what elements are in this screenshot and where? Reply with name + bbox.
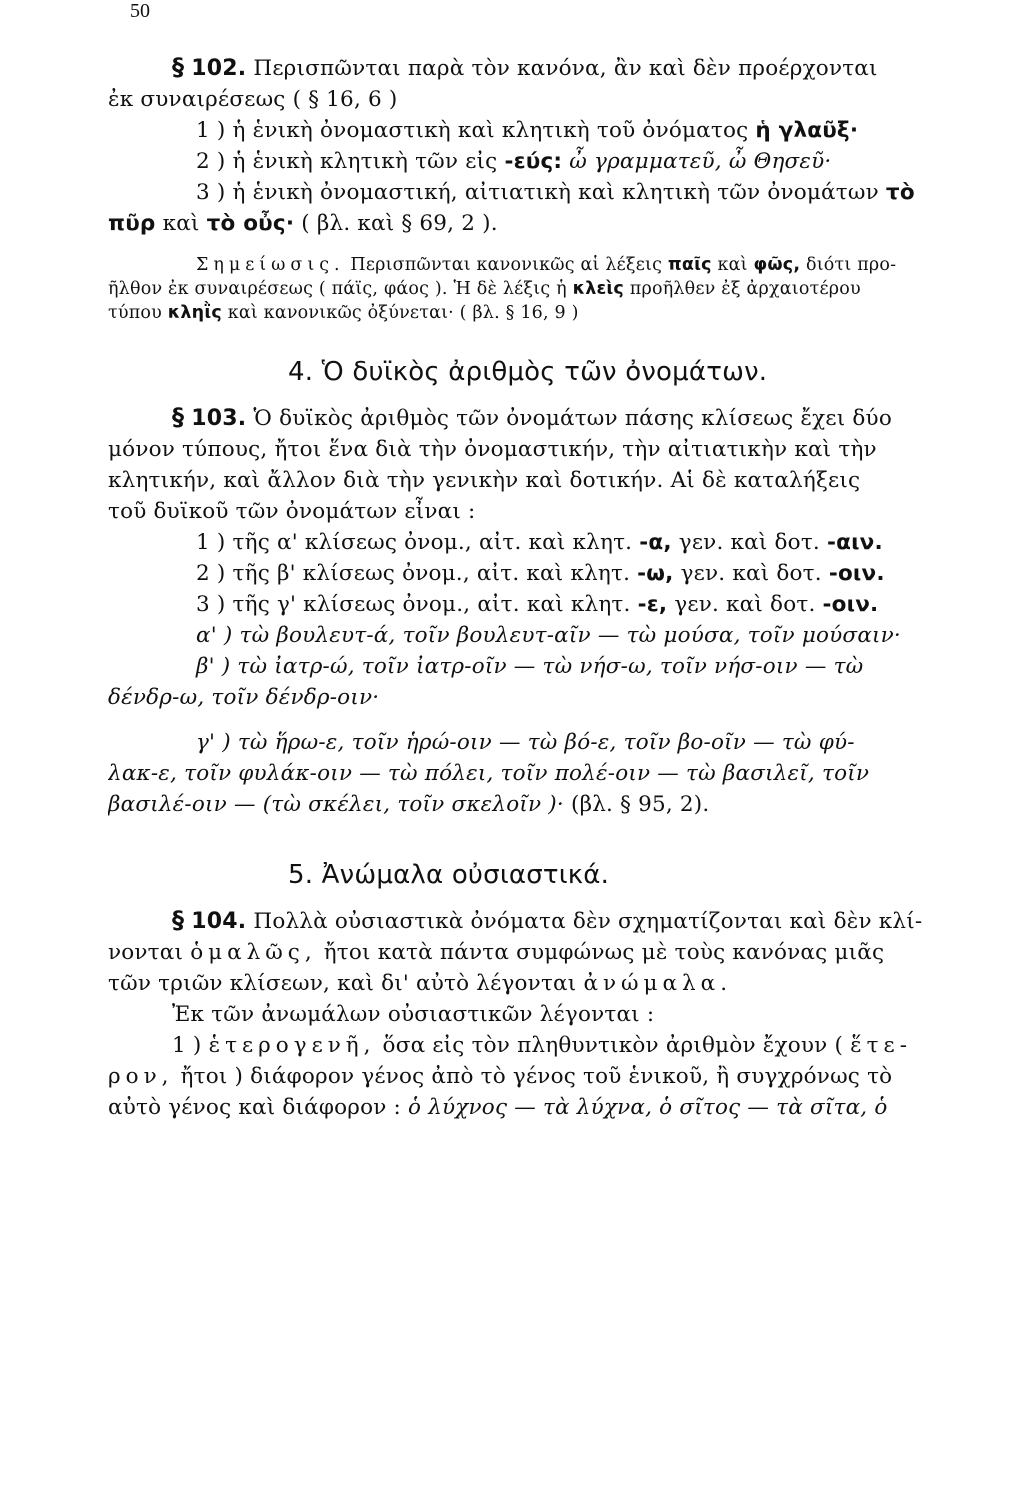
text: ἤτοι κατὰ πάντα συμφώνως μὲ τοὺς κανόνας μιᾶς xyxy=(323,940,885,965)
text: Ὁ δυϊκὸς ἀριθμὸς τῶν ὀνομάτων πάσης κλίσεως ἔχει δύο xyxy=(253,406,892,431)
bold-word: ἡ γλαῦξ· xyxy=(755,118,859,143)
section-103-line-3: κλητικήν, καὶ ἄλλον διὰ τὴν γενικὴν καὶ δοτικήν. Αἱ δὲ καταλήξεις xyxy=(108,468,861,493)
heading-section-4: 4. Ὁ δυϊκὸς ἀριθμὸς τῶν ὀνομάτων. xyxy=(288,357,768,387)
section-sign: § xyxy=(172,403,185,431)
example-beta-1: β' ) τὼ ἰατρ-ώ, τοῖν ἰατρ-οῖν — τὼ νήσ-ω, τοῖν νήσ-οιν — τὼ xyxy=(196,654,864,679)
section-104-line-4: Ἐκ τῶν ἀνωμάλων οὐσιαστικῶν λέγονται : xyxy=(172,1002,655,1027)
note-block xyxy=(108,253,968,325)
text: ἤτοι ) διάφορον γένος ἀπὸ τὸ γένος τοῦ ἑνικοῦ, ἢ συγχρόνως τὸ xyxy=(180,1064,893,1089)
text: γεν. καὶ δοτ. xyxy=(680,561,822,586)
text: ( βλ. καὶ § 69, 2 ). xyxy=(301,211,498,236)
text: καὶ κανονικῶς ὀξύνεται· ( βλ. § 16, 9 ) xyxy=(227,303,579,323)
spacer xyxy=(108,713,968,727)
page-number: 50 xyxy=(130,0,150,22)
text: Περισπῶνται κανονικῶς αἱ λέξεις xyxy=(350,255,663,275)
example-gamma-1: γ' ) τὼ ἥρω-ε, τοῖν ἡρώ-οιν — τὼ βό-ε, τοῖν βο-οῖν — τὼ φύ- xyxy=(196,730,855,755)
bold-word: πῦρ xyxy=(108,211,156,236)
text: 2 ) τῆς β' κλίσεως ὀνομ., αἰτ. καὶ κλητ. xyxy=(196,561,631,586)
section-number-102: 102. xyxy=(191,56,247,81)
text: 2 ) ἡ ἑνικὴ κλητικὴ τῶν εἰς xyxy=(196,149,498,174)
italic-example: ὁ λύχνος — τὰ λύχνα, ὁ σῖτος — τὰ σῖτα, ὁ xyxy=(408,1095,888,1120)
section-104-line-1 xyxy=(108,905,968,937)
text: 1 ) xyxy=(172,1033,202,1058)
ending-row-3 xyxy=(108,589,968,620)
text: ὅσα εἰς τὸν πληθυντικὸν ἀριθμὸν ἔχουν ( xyxy=(382,1033,844,1058)
section-104-line-2 xyxy=(108,937,968,968)
example-gamma-3 xyxy=(108,789,968,820)
text: καὶ xyxy=(162,211,200,236)
spacer xyxy=(108,325,968,357)
heading-section-5: 5. Ἀνώμαλα οὐσιαστικά. xyxy=(288,860,610,890)
example-gamma-2: λακ-ε, τοῖν φυλάκ-οιν — τὼ πόλει, τοῖν πολέ-οιν — τὼ βασιλεῖ, τοῖν xyxy=(108,761,870,786)
section-104-line-5 xyxy=(108,1030,968,1061)
text: 1 ) τῆς α' κλίσεως ὀνομ., αἰτ. καὶ κλητ. xyxy=(196,530,633,555)
note-line-1 xyxy=(108,253,968,277)
spaced-word: ἀνώμαλα. xyxy=(583,971,733,996)
section-104-line-7 xyxy=(108,1092,968,1123)
section-102-item-3-cont xyxy=(108,208,968,239)
bold-ending: -εύς: xyxy=(504,149,563,174)
example-alpha: α' ) τὼ βουλευτ-ά, τοῖν βουλευτ-αῖν — τὼ μούσα, τοῖν μούσαιν· xyxy=(196,623,901,648)
section-102-item-2 xyxy=(108,146,968,177)
note-label: Σημείωσις. xyxy=(196,255,345,275)
section-102-line-1 xyxy=(108,52,968,84)
text: ῆλθον ἐκ συναιρέσεως ( πάϊς, φάος ). Ἡ δὲ λέξις ἡ xyxy=(108,279,567,299)
bold-ending: -οιν. xyxy=(828,561,885,586)
note-line-3 xyxy=(108,301,968,325)
italic-example: βασιλέ-οιν — (τὼ σκέλει, τοῖν σκελοῖν )· xyxy=(108,792,564,817)
spaced-word: ἕτε- xyxy=(850,1033,912,1058)
bold-word: τὸ xyxy=(885,180,915,205)
bold-word: κλεὶς xyxy=(572,279,625,299)
text: γεν. καὶ δοτ. xyxy=(674,592,816,617)
text: (βλ. § 95, 2). xyxy=(570,792,710,817)
bold-word: παῖς xyxy=(667,255,712,275)
example-beta-2: δένδρ-ω, τοῖν δένδρ-οιν· xyxy=(108,685,380,710)
section-number-103: 103. xyxy=(191,406,247,431)
bold-word: κληῒς xyxy=(167,303,222,323)
spaced-word: ὁμαλῶς, xyxy=(190,940,317,965)
spaced-word: ρον, xyxy=(108,1064,174,1089)
spacer xyxy=(108,388,968,402)
section-102-item-1 xyxy=(108,115,968,146)
bold-ending: -ε, xyxy=(637,592,668,617)
text: τύπου xyxy=(108,303,162,323)
bold-ending: -ω, xyxy=(637,561,674,586)
text: 1 ) ἡ ἑνικὴ ὀνομαστικὴ καὶ κλητικὴ τοῦ ὀνόματος xyxy=(196,118,749,143)
section-103-line-2: μόνον τύπους, ἤτοι ἕνα διὰ τὴν ὀνομαστικήν, τὴν αἰτιατικὴν καὶ τὴν xyxy=(108,437,877,462)
text: τῶν τριῶν κλίσεων, καὶ δι' αὐτὸ λέγονται xyxy=(108,971,577,996)
text: 3 ) ἡ ἑνικὴ ὀνομαστική, αἰτιατικὴ καὶ κλητικὴ τῶν ὀνομάτων xyxy=(196,180,879,205)
bold-word: φῶς, xyxy=(753,255,801,275)
text: νονται xyxy=(108,940,184,965)
text: αὐτὸ γένος καὶ διάφορον : xyxy=(108,1095,401,1120)
section-102-item-3 xyxy=(108,177,968,208)
section-number-104: 104. xyxy=(191,909,247,934)
text: 3 ) τῆς γ' κλίσεως ὀνομ., αἰτ. καὶ κλητ. xyxy=(196,592,631,617)
bold-word: τὸ οὖς· xyxy=(206,211,295,236)
ending-row-1 xyxy=(108,527,968,558)
ending-row-2 xyxy=(108,558,968,589)
text: Περισπῶνται παρὰ τὸν κανόνα, ἂν καὶ δὲν προέρχονται xyxy=(253,56,878,81)
text: γεν. καὶ δοτ. xyxy=(678,530,820,555)
spacer xyxy=(108,891,968,905)
bold-ending: -οιν. xyxy=(822,592,879,617)
text: προῆλθεν ἐξ ἀρχαιοτέρου xyxy=(629,279,861,299)
page-body xyxy=(108,52,968,1123)
bold-ending: -α, xyxy=(639,530,672,555)
text: καὶ xyxy=(717,255,748,275)
note-line-2 xyxy=(108,277,968,301)
section-sign: § xyxy=(172,906,185,934)
section-sign: § xyxy=(172,53,185,81)
spacer xyxy=(108,820,968,860)
section-103-line-1 xyxy=(108,402,968,434)
text: διότι προ- xyxy=(805,255,897,275)
spacer xyxy=(108,239,968,253)
text: Πολλὰ οὐσιαστικὰ ὀνόματα δὲν σχηματίζονται καὶ δὲν κλί- xyxy=(253,909,923,934)
section-103-line-4: τοῦ δυϊκοῦ τῶν ὀνομάτων εἶναι : xyxy=(108,499,476,524)
bold-ending: -αιν. xyxy=(827,530,883,555)
italic-example: ὦ γραμματεῦ, ὦ Θησεῦ· xyxy=(569,149,832,174)
section-102-line-2: ἐκ συναιρέσεως ( § 16, 6 ) xyxy=(108,87,398,112)
section-104-line-3 xyxy=(108,968,968,999)
section-104-line-6 xyxy=(108,1061,968,1092)
spaced-word: ἑτερογενῆ, xyxy=(208,1033,376,1058)
